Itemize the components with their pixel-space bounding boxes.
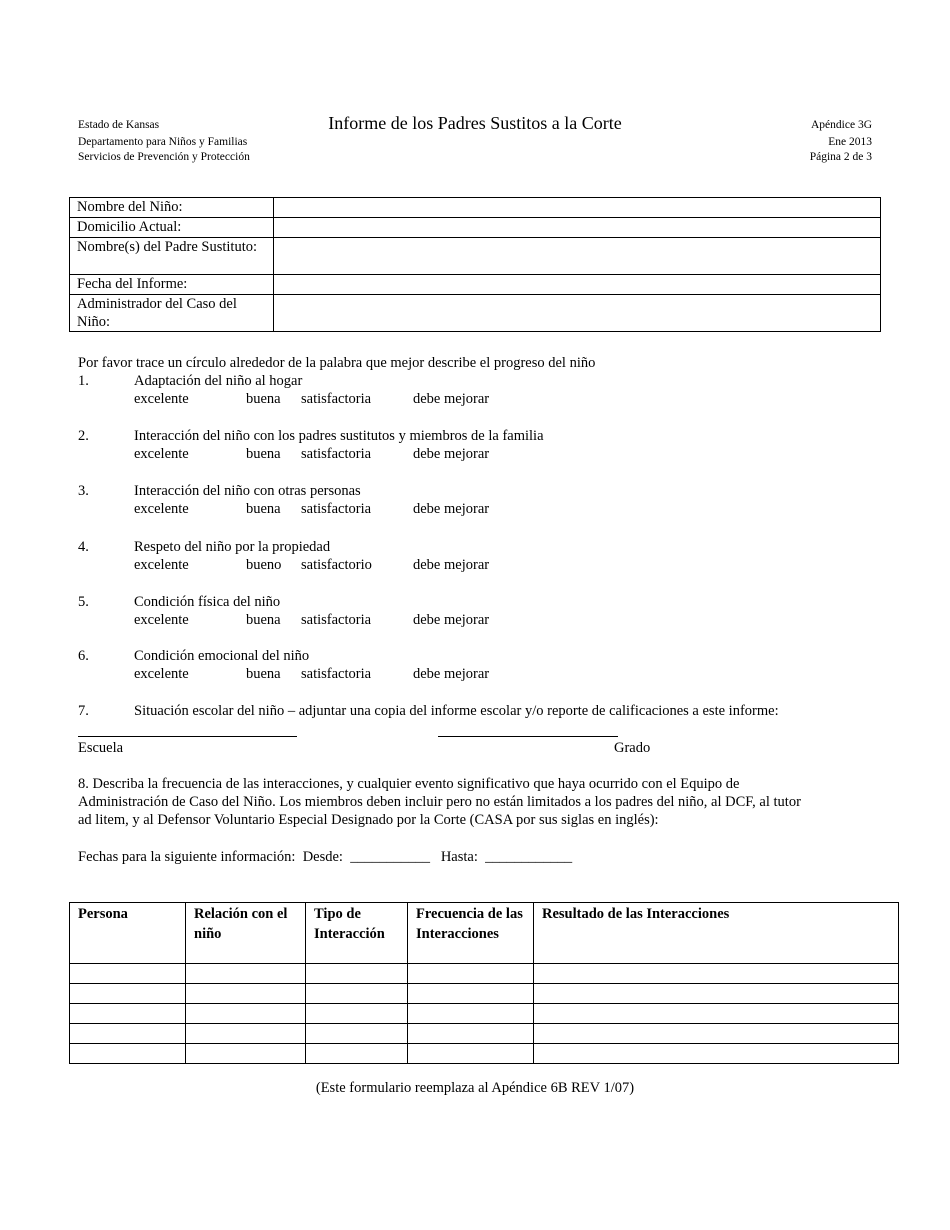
question-8-line: Administración de Caso del Niño. Los miembros deben incluir pero no están limitados a los padres del niño, al DCF, al tutor (78, 794, 801, 810)
field-label: Nombre(s) del Padre Sustituto: (70, 238, 274, 275)
grade-input-line[interactable] (438, 736, 618, 737)
question-number: 7. (78, 703, 89, 719)
option-satisfactory[interactable]: satisfactoria (301, 666, 372, 682)
table-cell[interactable] (408, 1004, 534, 1024)
table-cell[interactable] (186, 1024, 306, 1044)
agency-line: Estado de Kansas (78, 119, 160, 131)
table-cell[interactable] (306, 984, 408, 1004)
question-text: Condición física del niño (134, 594, 281, 610)
option-satisfactory[interactable]: satisfactoria (301, 501, 372, 517)
appendix-line: Apéndice 3G (811, 119, 872, 131)
info-row (70, 295, 881, 332)
table-cell[interactable] (186, 1044, 306, 1064)
report-date-field[interactable] (274, 275, 881, 295)
table-row (70, 1044, 899, 1064)
table-cell[interactable] (534, 984, 899, 1004)
table-cell[interactable] (408, 964, 534, 984)
question-text: Interacción del niño con otras personas (134, 483, 361, 499)
table-cell[interactable] (186, 984, 306, 1004)
column-header-person: Persona (70, 903, 186, 964)
question-8-line: 8. Describa la frecuencia de las interacciones, y cualquier evento significativo que haya ocurrido con el Equipo de (78, 776, 740, 792)
info-row (70, 238, 881, 275)
table-row (70, 984, 899, 1004)
option-good[interactable]: buena (246, 501, 281, 517)
column-header-result: Resultado de las Interacciones (534, 903, 899, 964)
question-text: Respeto del niño por la propiedad (134, 539, 331, 555)
option-good[interactable]: buena (246, 391, 281, 407)
option-good[interactable]: bueno (246, 557, 282, 573)
table-row (70, 1024, 899, 1044)
table-cell[interactable] (306, 1004, 408, 1024)
question-number: 2. (78, 428, 89, 444)
table-cell[interactable] (534, 1004, 899, 1024)
table-cell[interactable] (70, 984, 186, 1004)
question-number: 3. (78, 483, 89, 499)
to-date-field[interactable]: ____________ (485, 849, 573, 865)
page-title: Informe de los Padres Sustitos a la Corte (328, 113, 622, 133)
table-cell[interactable] (306, 1044, 408, 1064)
current-address-field[interactable] (274, 218, 881, 238)
question-8-line: ad litem, y al Defensor Voluntario Especial Designado por la Corte (CASA por sus siglas en inglés): (78, 812, 659, 828)
option-satisfactory[interactable]: satisfactoria (301, 391, 372, 407)
grade-label: Grado (614, 740, 651, 756)
school-input-line[interactable] (78, 736, 297, 737)
option-excellent[interactable]: excelente (134, 557, 189, 573)
option-excellent[interactable]: excelente (134, 666, 189, 682)
question-text: Situación escolar del niño – adjuntar una copia del informe escolar y/o reporte de calificaciones a este informe: (134, 703, 779, 719)
question-number: 5. (78, 594, 89, 610)
instructions: Por favor trace un círculo alrededor de la palabra que mejor describe el progreso del niño (78, 355, 596, 371)
table-row (70, 1004, 899, 1024)
field-label: Nombre del Niño: (70, 198, 274, 218)
table-cell[interactable] (70, 964, 186, 984)
table-cell[interactable] (186, 1004, 306, 1024)
case-manager-field[interactable] (274, 295, 881, 332)
table-cell[interactable] (70, 1024, 186, 1044)
column-header-interaction-type: Tipo de Interacción (306, 903, 408, 964)
table-cell[interactable] (70, 1004, 186, 1024)
option-excellent[interactable]: excelente (134, 612, 189, 628)
question-text: Condición emocional del niño (134, 648, 310, 664)
table-row (70, 964, 899, 984)
question-8 (78, 775, 801, 829)
from-date-field[interactable]: ___________ (350, 849, 430, 865)
page-number: Página 2 de 3 (809, 151, 872, 163)
option-needs-improvement[interactable]: debe mejorar (413, 666, 490, 682)
option-excellent[interactable]: excelente (134, 391, 189, 407)
field-label: Administrador del Caso del Niño: (70, 295, 274, 332)
table-cell[interactable] (70, 1044, 186, 1064)
column-header-relationship: Relación con el niño (186, 903, 306, 964)
to-label: Hasta: (440, 849, 478, 865)
option-needs-improvement[interactable]: debe mejorar (413, 557, 490, 573)
question-number: 4. (78, 539, 89, 555)
agency-line: Departamento para Niños y Familias (78, 136, 248, 148)
option-good[interactable]: buena (246, 612, 281, 628)
option-satisfactory[interactable]: satisfactorio (301, 557, 372, 573)
table-cell[interactable] (186, 964, 306, 984)
child-name-field[interactable] (274, 198, 881, 218)
option-satisfactory[interactable]: satisfactoria (301, 612, 372, 628)
column-header-frequency: Frecuencia de las Interacciones (408, 903, 534, 964)
option-needs-improvement[interactable]: debe mejorar (413, 391, 490, 407)
field-label: Domicilio Actual: (70, 218, 274, 238)
option-needs-improvement[interactable]: debe mejorar (413, 501, 490, 517)
option-satisfactory[interactable]: satisfactoria (301, 446, 372, 462)
form-footer: (Este formulario reemplaza al Apéndice 6B REV 1/07) (315, 1080, 635, 1096)
question-text: Interacción del niño con los padres sustitutos y miembros de la familia (134, 428, 544, 444)
table-cell[interactable] (408, 1024, 534, 1044)
table-cell[interactable] (306, 964, 408, 984)
option-good[interactable]: buena (246, 446, 281, 462)
option-excellent[interactable]: excelente (134, 501, 189, 517)
date-range-row (78, 848, 572, 866)
table-header-row (70, 903, 899, 964)
info-row (70, 198, 881, 218)
question-number: 1. (78, 373, 89, 389)
option-excellent[interactable]: excelente (134, 446, 189, 462)
interactions-table (69, 902, 899, 1064)
appendix-block (810, 118, 872, 165)
info-row (70, 218, 881, 238)
appendix-date: Ene 2013 (828, 136, 872, 148)
table-cell[interactable] (534, 1044, 899, 1064)
table-cell[interactable] (534, 964, 899, 984)
table-cell[interactable] (408, 984, 534, 1004)
question-number: 6. (78, 648, 89, 664)
option-good[interactable]: buena (246, 666, 281, 682)
table-cell[interactable] (408, 1044, 534, 1064)
option-needs-improvement[interactable]: debe mejorar (413, 446, 490, 462)
question-text: Adaptación del niño al hogar (134, 373, 303, 389)
option-needs-improvement[interactable]: debe mejorar (413, 612, 490, 628)
child-info-table (69, 197, 881, 332)
table-cell[interactable] (306, 1024, 408, 1044)
agency-line: Servicios de Prevención y Protección (78, 151, 250, 163)
table-cell[interactable] (534, 1024, 899, 1044)
foster-parent-name-field[interactable] (274, 238, 881, 275)
school-label: Escuela (78, 740, 124, 756)
dates-label: Fechas para la siguiente información: (78, 849, 296, 865)
from-label: Desde: (302, 849, 343, 865)
field-label: Fecha del Informe: (70, 275, 274, 295)
info-row (70, 275, 881, 295)
